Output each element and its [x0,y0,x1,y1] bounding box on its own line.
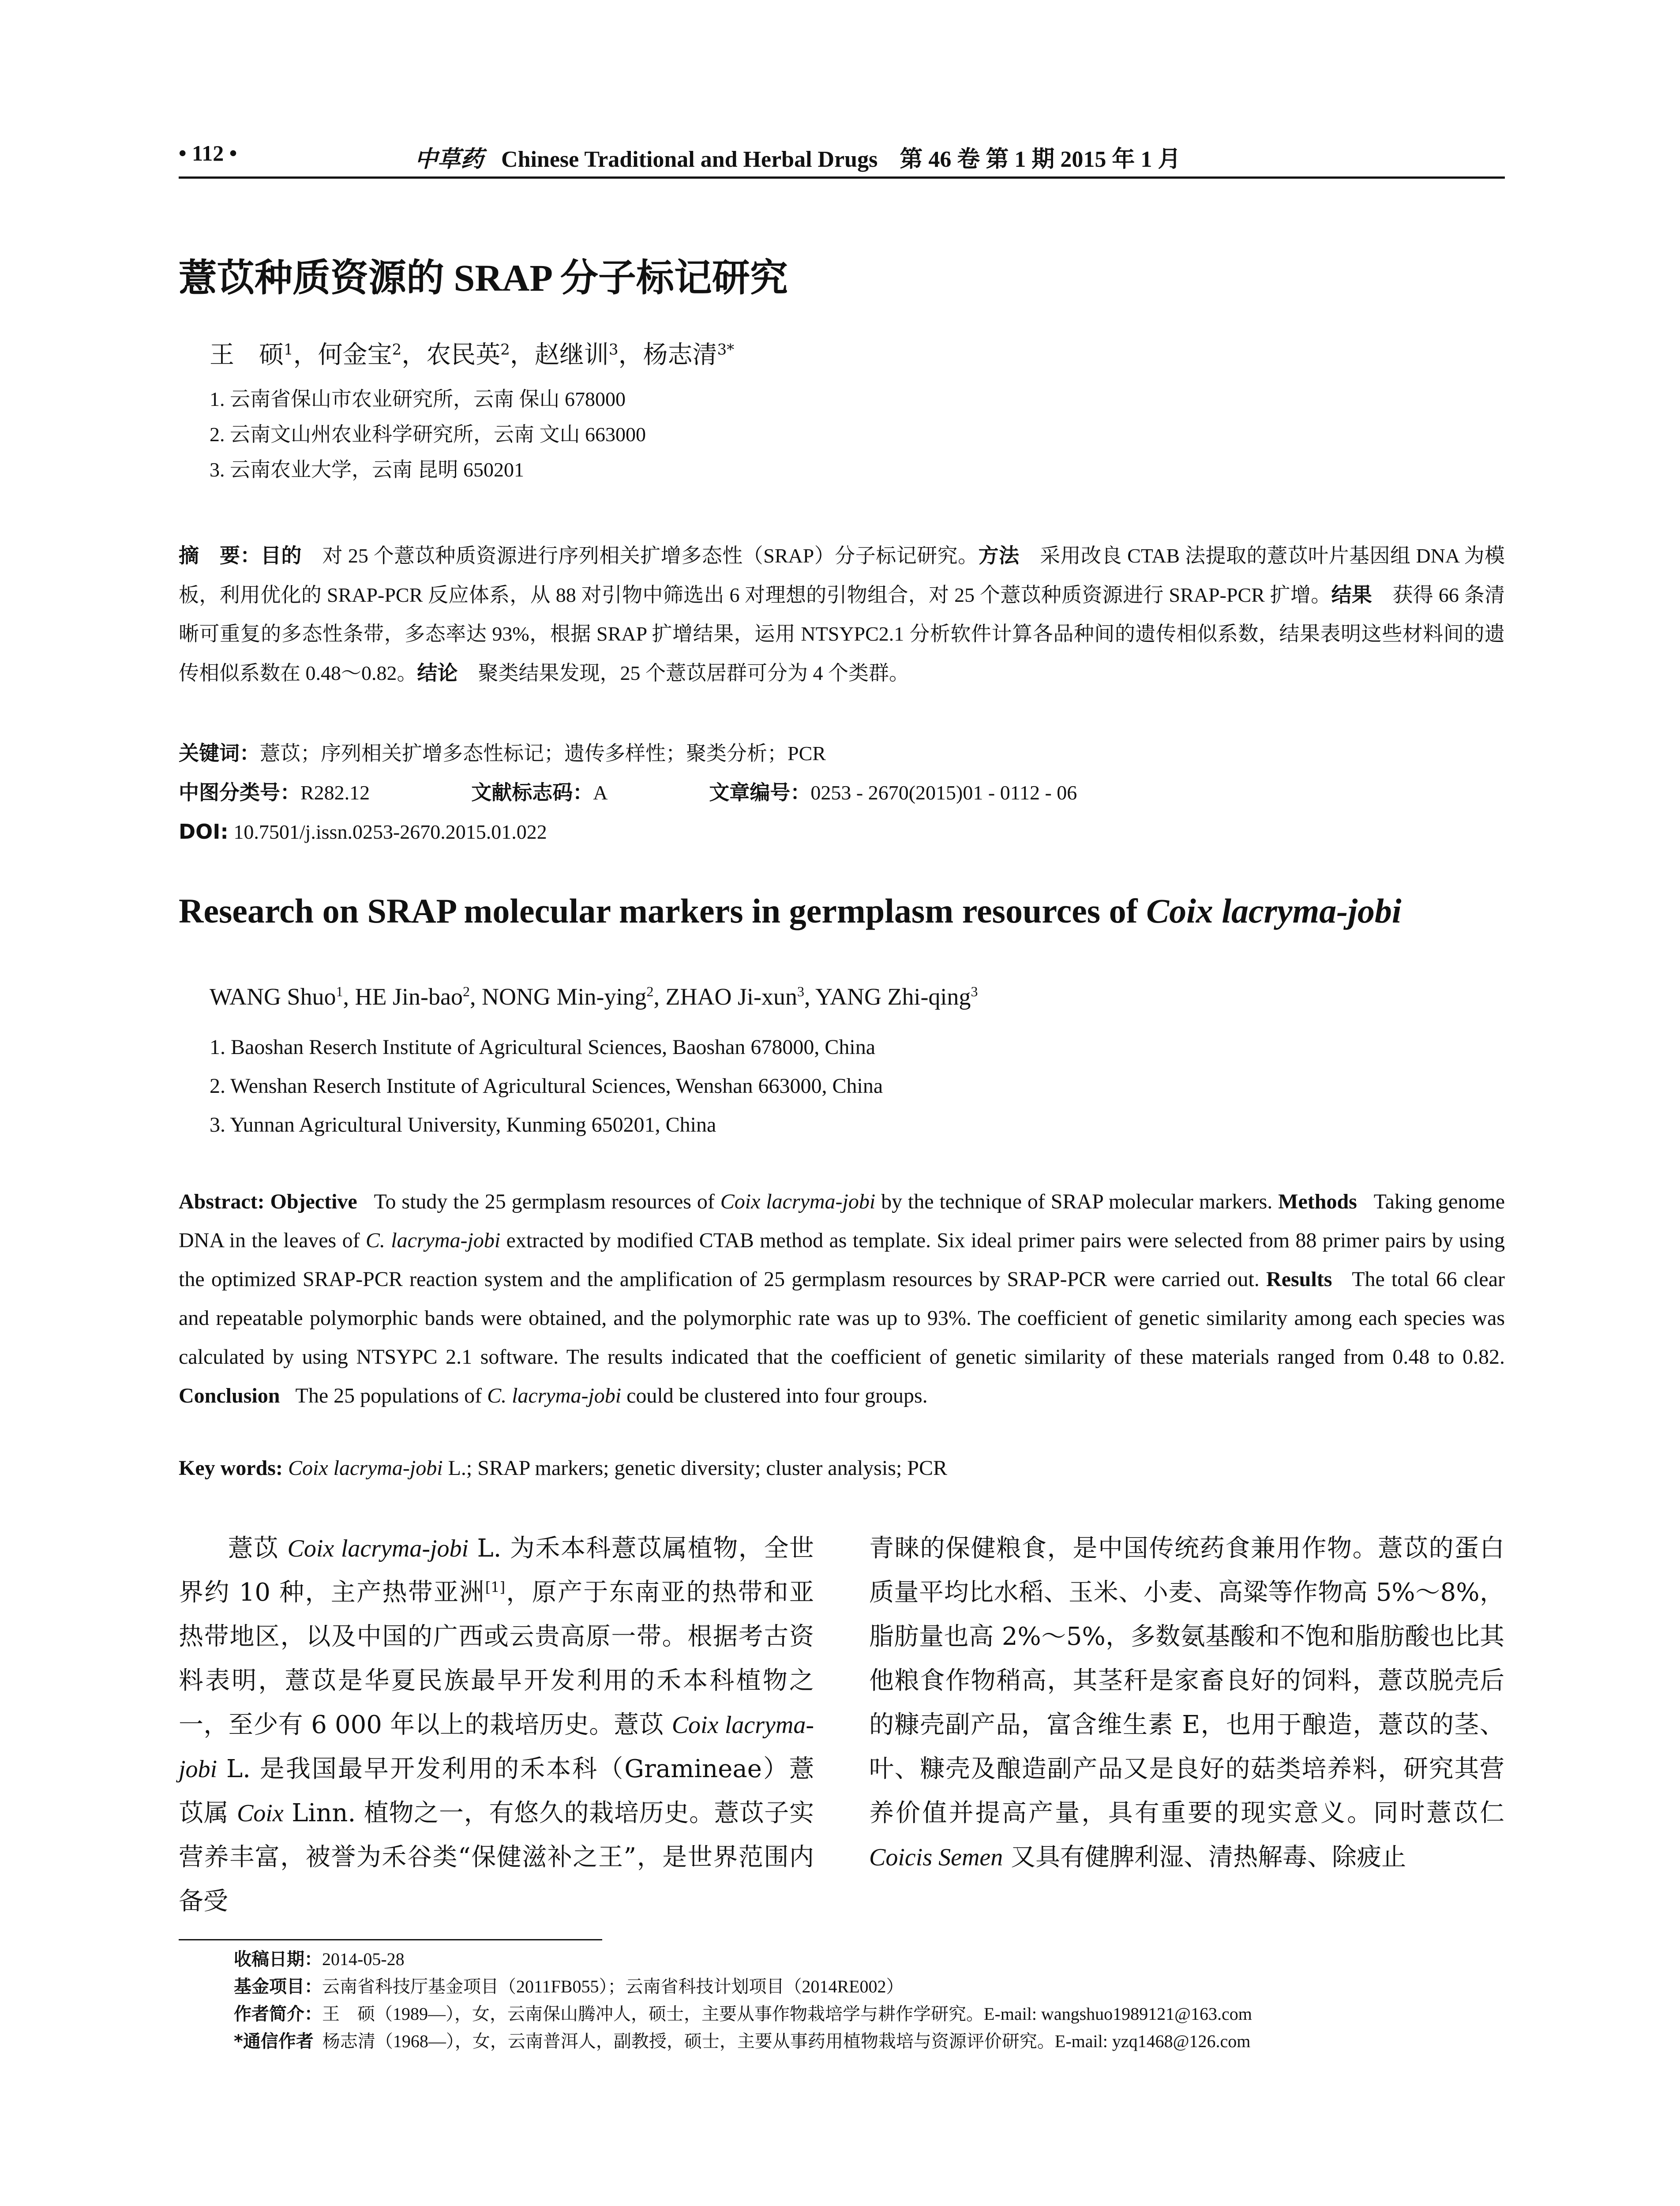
footnote-text: 2014-05-28 [322,1949,405,1969]
en-author-affil-mark: 3 [797,983,804,999]
en-conclusion-text: could be clustered into four groups. [621,1384,928,1407]
zh-author-affil-mark: 2 [500,341,510,359]
zh-abstract [179,536,1505,693]
en-conclusion-text: The 25 populations of [295,1384,488,1407]
en-results-label: Results [1266,1268,1332,1291]
en-author-affil-mark: 1 [336,983,343,999]
en-author: ZHAO Ji-xun [665,983,797,1010]
en-abstract-label: Abstract: [179,1190,265,1213]
en-author: NONG Min-ying [481,983,647,1010]
en-methods-text: extracted by modified CTAB method as template. Six ideal primer pairs were selected from 88 primer pairs by using the optimized SRAP-PCR reaction system and the amplification of 25 germplasm resources by SRAP-PCR were carried out. [179,1229,1505,1291]
zh-affiliations [210,382,646,488]
en-author: HE Jin-bao [355,983,463,1010]
en-species-name: C. lacryma-jobi [487,1384,622,1407]
footnote-rule [179,1939,602,1940]
species-name: Coix lacryma-jobi [179,1711,814,1783]
article-no-value: 0253 - 2670(2015)01 - 0112 - 06 [810,781,1077,804]
en-author-affil-mark: 2 [646,983,654,999]
zh-title: 薏苡种质资源的 SRAP 分子标记研究 [179,257,788,299]
en-author: YANG Zhi-qing [815,983,971,1010]
zh-author-affil-mark: 3* [717,341,735,359]
zh-affiliation: 2. 云南文山州农业科学研究所，云南 文山 663000 [210,423,646,446]
header-rule [179,176,1505,179]
zh-methods-text: 采用改良 CTAB 法提取的薏苡叶片基因组 DNA 为模板，利用优化的 SRAP-PCR 反应体系，从 88 对引物中筛选出 6 对理想的引物组合，对 25 个薏苡种质资源进行 SRAP-PCR 扩增。 [179,544,1505,606]
en-objective-text: To study the 25 germplasm resources of [374,1190,720,1213]
zh-author: 杨志清 [643,341,717,369]
zh-author-affil-mark: 2 [392,341,402,359]
en-species-name: C. lacryma-jobi [365,1229,501,1252]
body-column-left [179,1527,814,1924]
en-objective-label: Objective [270,1190,357,1213]
zh-keywords-label: 关键词： [179,741,260,765]
en-conclusion-label: Conclusion [179,1384,280,1407]
en-keywords-species: Coix lacryma-jobi [288,1456,443,1480]
footnote-text: 王 硕（1989—），女，云南保山腾冲人，硕士，主要从事作物栽培学与耕作学研究。E-mail: wangshuo1989121@163.com [322,2004,1252,2024]
page-number: • 112 • [179,141,237,165]
clc-value: R282.12 [300,781,370,804]
journal-header [415,140,1181,173]
zh-author: 赵继训 [534,341,609,369]
en-keywords-label: Key words: [179,1456,283,1480]
zh-affiliation: 1. 云南省保山市农业研究所，云南 保山 678000 [210,388,626,410]
citation-ref[interactable]: [1] [485,1579,506,1596]
en-methods-label: Methods [1278,1190,1357,1213]
zh-conclusion-label: 结论 [417,661,458,685]
zh-author-list: 王 硕$^1$，何金宝$^2$，农民英$^2$，赵继训$^3$，杨志清$^{3*}$ [210,341,735,369]
en-methods-text: Taking genome DNA in the leaves of [179,1190,1505,1252]
en-author-affil-mark: 2 [462,983,470,999]
en-title-species: Coix lacryma-jobi [1146,892,1402,930]
zh-author-affil-mark: 3 [608,341,619,359]
en-title [179,891,1402,931]
en-species-name: Coix lacryma-jobi [720,1190,876,1213]
zh-keywords: 薏苡；序列相关扩增多态性标记；遗传多样性；聚类分析；PCR [260,742,826,765]
zh-methods-label: 方法 [978,544,1020,567]
zh-results-label: 结果 [1331,583,1372,607]
doc-code-label: 文献标志码： [471,780,593,804]
zh-objective-text: 对 25 个薏苡种质资源进行序列相关扩增多态性（SRAP）分子标记研究。 [322,544,979,567]
running-header [179,140,1505,176]
body-text: 薏苡 [228,1534,288,1563]
zh-author: 何金宝 [318,341,392,369]
footnote-label: *通信作者 [234,2031,314,2052]
journal-issue: 第 46 卷 第 1 期 2015 年 1 月 [900,147,1181,172]
drug-name: Coicis Semen [869,1844,1003,1871]
species-name: Coix lacryma-jobi [287,1535,469,1562]
en-author-affil-mark: 3 [971,983,978,999]
en-author-list: WANG Shuo$^1$, HE Jin-bao$^2$, NONG Min-ying$^2$, ZHAO Ji-xun$^3$, YANG Zhi-qing$^3$ [210,983,978,1010]
zh-metadata [179,734,1077,852]
zh-author: 农民英 [426,341,501,369]
clc-label: 中图分类号： [179,780,300,804]
zh-results-text: 获得 66 条清晰可重复的多态性条带，多态率达 93%，根据 SRAP 扩增结果，运用 NTSYPC2.1 分析软件计算各品种间的遗传相似系数，结果表明这些材料间的遗传相似系数在 0.48～0.82。 [179,584,1505,684]
body-text: 又具有健脾利湿、清热解毒、除疲止 [1003,1843,1406,1872]
zh-affiliation: 3. 云南农业大学，云南 昆明 650201 [210,458,524,481]
zh-conclusion-text: 聚类结果发现，25 个薏苡居群可分为 4 个类群。 [478,662,909,684]
body-text: 青睐的保健粮食，是中国传统药食兼用作物。薏苡的蛋白质量平均比水稻、玉米、小麦、高粱等作物高 5%～8%，脂肪量也高 2%～5%，多数氨基酸和不饱和脂肪酸也比其他粮食作物稍高，其茎秆是家畜良好的饲料，薏苡脱壳后的糠壳副产品，富含维生素 E，也用于酿造，薏苡的茎、叶、糠壳及酿造副产品又是良好的菇类培养料，研究其营养价值并提高产量，具有重要的现实意义。同时薏苡仁 [869,1534,1504,1827]
zh-classification-line [179,773,1077,812]
zh-keywords-line [179,734,1077,773]
doi-line [179,812,1077,852]
journal-en-name: Chinese Traditional and Herbal Drugs [501,147,878,172]
footnote-received [234,1946,1252,1973]
footnote-label: 基金项目： [234,1977,322,1997]
body-text: Linn. 植物之一，有悠久的栽培历史。薏苡子实营养丰富，被誉为禾谷类“保健滋补之王”，是世界范围内备受 [179,1799,814,1916]
body-text: ，原产于东南亚的热带和亚热带地区，以及中国的广西或云贵高原一带。根据考古资料表明，薏苡是华夏民族最早开发利用的禾本科植物之一，至少有 6 000 年以上的栽培历史。薏苡 [179,1578,814,1739]
footnote-label: 收稿日期： [234,1949,322,1970]
footnote-corresponding [234,2028,1252,2055]
en-results-text: The total 66 clear and repeatable polymorphic bands were obtained, and the polymorphic rate was up to 93%. The coefficient of genetic similarity among each species was calculated by using NTSYPC 2.1 software. The results indicated that the coefficient of genetic similarity of these materials ranged from 0.48 to 0.82. [179,1268,1505,1369]
en-abstract [179,1182,1505,1415]
footnote-author [234,2000,1252,2028]
doi-label: DOI: [179,820,229,844]
zh-abstract-label: 摘 要： [179,544,261,567]
genus-name: Coix [236,1800,284,1827]
footnote-text: 云南省科技厅基金项目（2011FB055）；云南省科技计划项目（2014RE002） [322,1977,904,1996]
body-text: L. 为禾本科薏苡属植物，全世界约 10 种，主产热带亚洲 [179,1534,814,1607]
en-affiliation: 2. Wenshan Reserch Institute of Agricultural Sciences, Wenshan 663000, China [210,1074,883,1098]
en-keywords-line [179,1456,947,1480]
en-keywords: L.; SRAP markers; genetic diversity; cluster analysis; PCR [442,1456,947,1480]
en-objective-text: by the technique of SRAP molecular markers. [875,1190,1273,1213]
footnote-label: 作者简介： [234,2004,322,2024]
body-column-right [869,1527,1504,1880]
doc-code-value: A [593,781,608,804]
zh-author: 王 硕 [210,341,284,369]
body-text: L. 是我国最早开发利用的禾本科（Gramineae）薏苡属 [179,1755,814,1827]
en-affiliation: 3. Yunnan Agricultural University, Kunming 650201, China [210,1113,716,1137]
en-title-text: Research on SRAP molecular markers in germplasm resources of [179,892,1147,930]
journal-cn-name: 中草药 [415,147,484,172]
footnotes [234,1946,1252,2055]
doi-value: 10.7501/j.issn.0253-2670.2015.01.022 [233,821,547,843]
footnote-fund [234,1973,1252,2000]
en-affiliation: 1. Baoshan Reserch Institute of Agricultural Sciences, Baoshan 678000, China [210,1035,876,1059]
en-author: WANG Shuo [210,983,336,1010]
zh-objective-label: 目的 [260,544,302,567]
footnote-text: 杨志清（1968—），女，云南普洱人，副教授，硕士，主要从事药用植物栽培与资源评价研究。E-mail: yzq1468@126.com [322,2031,1251,2051]
en-affiliations [210,1028,883,1144]
article-no-label: 文章编号： [709,780,811,804]
zh-author-affil-mark: 1 [284,341,293,359]
